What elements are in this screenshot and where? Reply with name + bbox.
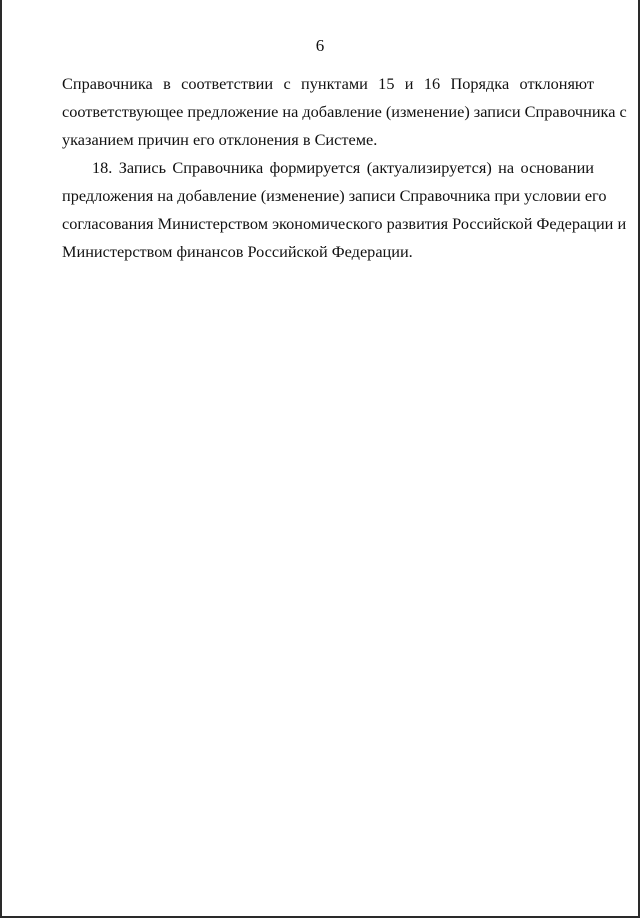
paragraph-2-line-2: предложения на добавление (изменение) записи Справочника при условии его	[62, 186, 607, 205]
paragraph-1-line-2: соответствующее предложение на добавление (изменение) записи Справочника с	[62, 102, 627, 121]
paragraph-2-line-1: 18. Запись Справочника формируется (актуализируется) на основании	[92, 158, 594, 177]
paragraph-1-line-3: указанием причин его отклонения в Системе.	[62, 130, 378, 149]
scan-edge-left	[0, 0, 2, 918]
page-number: 6	[315, 36, 325, 55]
paragraph-2-line-3: согласования Министерством экономического развития Российской Федерации и	[62, 214, 627, 233]
paragraph-2-line-4: Министерством финансов Российской Федерации.	[62, 242, 413, 261]
paragraph-1-line-1: Справочника в соответствии с пунктами 15 и 16 Порядка отклоняют	[62, 74, 594, 93]
